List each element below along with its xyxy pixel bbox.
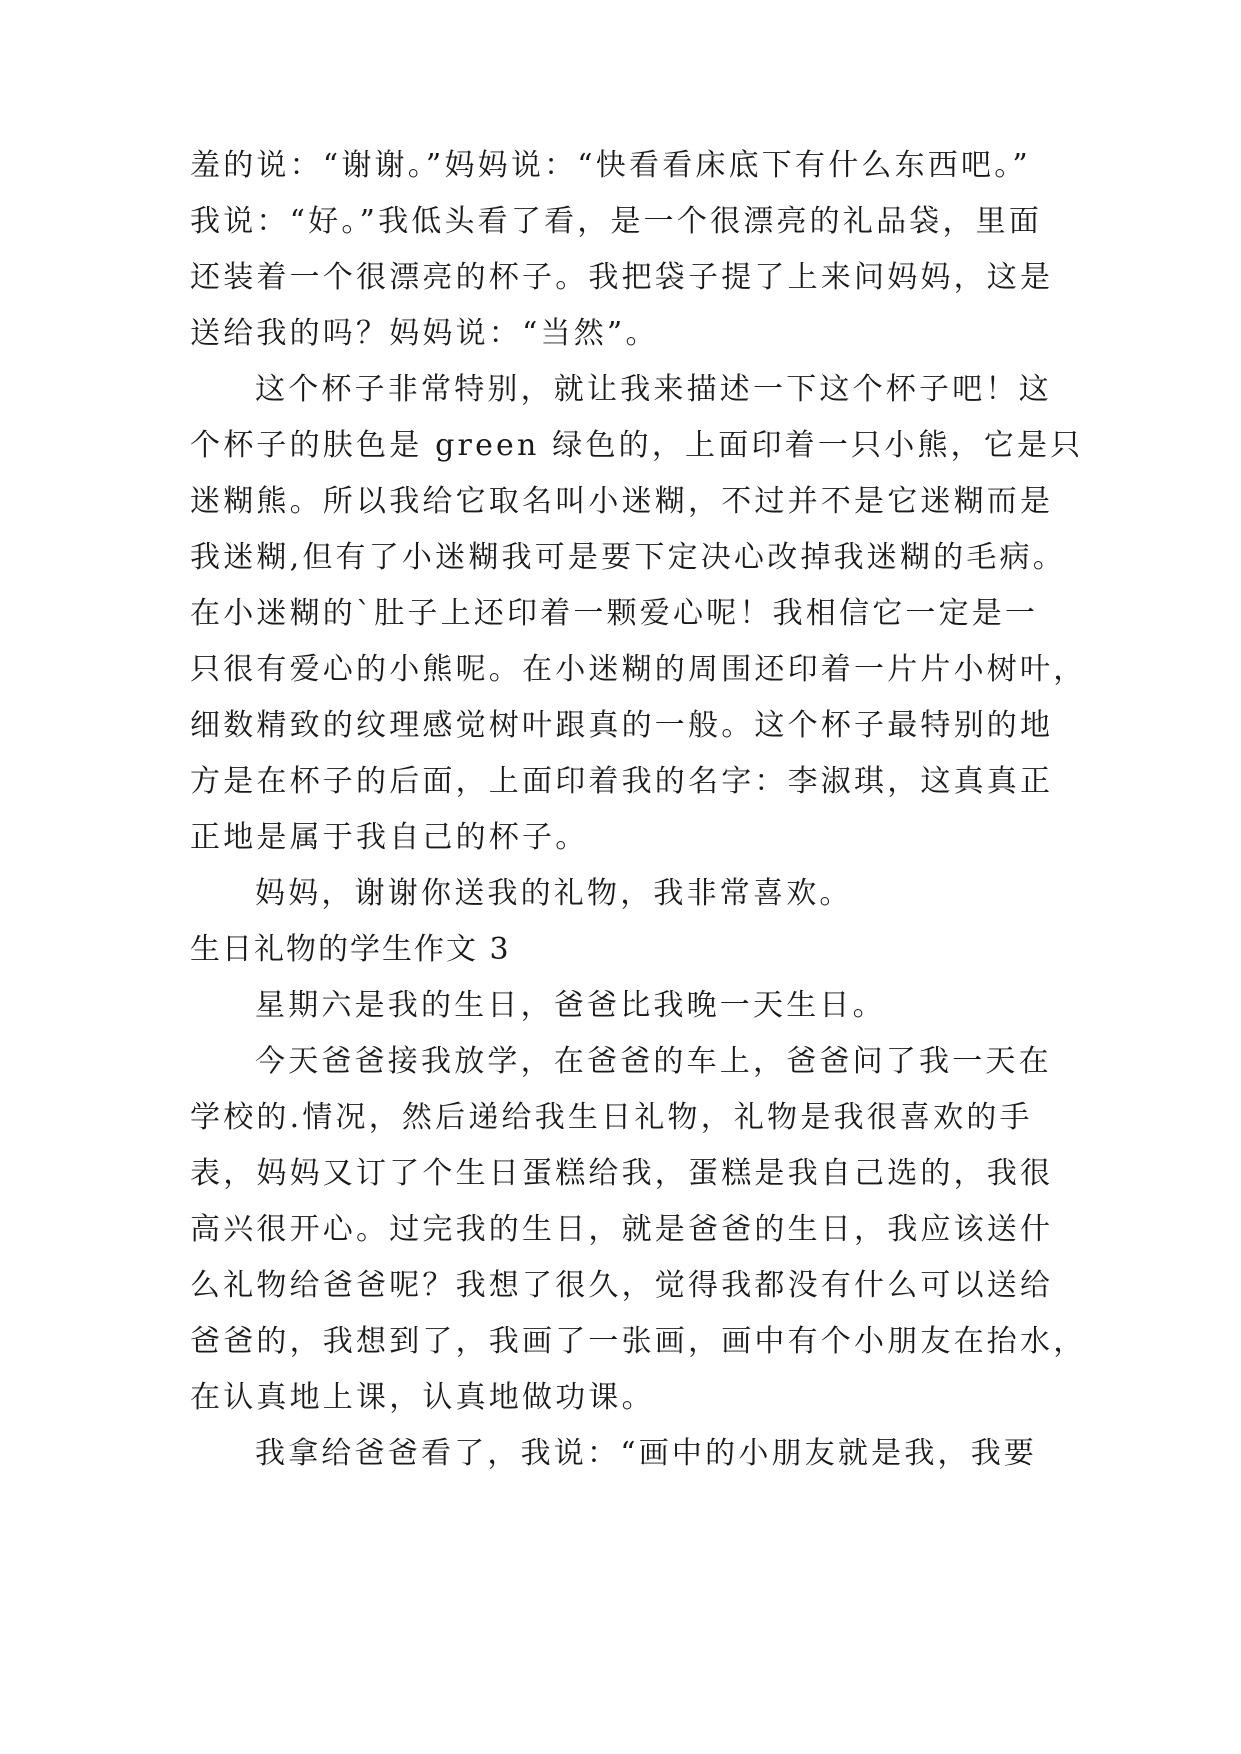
text-line: 个杯子的肤色是 green 绿色的，上面印着一只小熊，它是只 (190, 428, 1084, 463)
text-line: 表，妈妈又订了个生日蛋糕给我，蛋糕是我自己选的，我很 (190, 1156, 1054, 1191)
paragraph-start: 我拿给爸爸看了，我说：“画中的小朋友就是我，我要 (255, 1436, 1038, 1471)
text-line: 学校的.情况，然后递给我生日礼物，礼物是我很喜欢的手 (190, 1100, 1033, 1135)
text-line: 在小迷糊的`肚子上还印着一颗爱心呢！我相信它一定是一 (190, 596, 1039, 631)
text-line: 送给我的吗？妈妈说：“当然”。 (190, 316, 659, 351)
text-line: 在认真地上课，认真地做功课。 (190, 1380, 655, 1415)
paragraph-start: 星期六是我的生日，爸爸比我晚一天生日。 (255, 988, 886, 1023)
text-line: 羞的说：“谢谢。”妈妈说：“快看看床底下有什么东西吧。” (190, 148, 1031, 183)
text-line: 方是在杯子的后面，上面印着我的名字：李淑琪，这真真正 (190, 764, 1054, 799)
text-line: 我迷糊,但有了小迷糊我可是要下定决心改掉我迷糊的毛病。 (190, 540, 1066, 575)
paragraph-start: 这个杯子非常特别，就让我来描述一下这个杯子吧！这 (255, 372, 1052, 407)
text-line: 正地是属于我自己的杯子。 (190, 820, 589, 855)
text-line: 么礼物给爸爸呢？我想了很久，觉得我都没有什么可以送给 (190, 1268, 1054, 1303)
text-line: 只很有爱心的小熊呢。在小迷糊的周围还印着一片片小树叶， (190, 652, 1087, 687)
section-heading: 生日礼物的学生作文 3 (190, 932, 511, 967)
text-line: 还装着一个很漂亮的杯子。我把袋子提了上来问妈妈，这是 (190, 260, 1054, 295)
paragraph-start: 今天爸爸接我放学，在爸爸的车上，爸爸问了我一天在 (255, 1044, 1052, 1079)
text-line: 细数精致的纹理感觉树叶跟真的一般。这个杯子最特别的地 (190, 708, 1054, 743)
text-line: 爸爸的，我想到了，我画了一张画，画中有个小朋友在抬水， (190, 1324, 1087, 1359)
text-line: 我说：“好。”我低头看了看，是一个很漂亮的礼品袋，里面 (190, 204, 1043, 239)
paragraph-start: 妈妈，谢谢你送我的礼物，我非常喜欢。 (255, 876, 853, 911)
text-line: 迷糊熊。所以我给它取名叫小迷糊，不过并不是它迷糊而是 (190, 484, 1054, 519)
text-line: 高兴很开心。过完我的生日，就是爸爸的生日，我应该送什 (190, 1212, 1054, 1247)
